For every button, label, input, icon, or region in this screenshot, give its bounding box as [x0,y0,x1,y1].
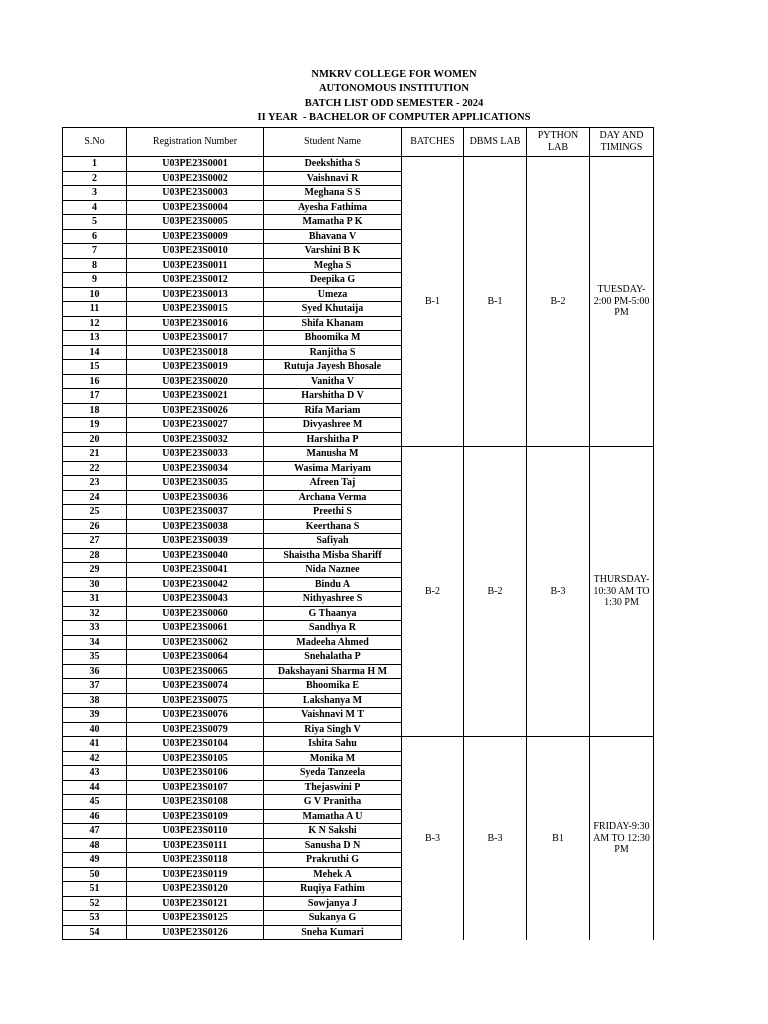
student-name-cell: Deekshitha S [264,157,402,172]
header-day-timings: DAY AND TIMINGS [590,128,654,157]
student-name-cell: G Thaanya [264,606,402,621]
header-registration-number: Registration Number [127,128,264,157]
python-lab-cell: B-3 [527,447,590,737]
table-body [63,157,654,940]
sno-cell: 6 [63,229,127,244]
sno-cell: 30 [63,577,127,592]
sno-cell: 9 [63,273,127,288]
registration-number-cell: U03PE23S0004 [127,200,264,215]
student-name-cell: Manusha M [264,447,402,462]
student-name-cell: Syed Khutaija [264,302,402,317]
registration-number-cell: U03PE23S0005 [127,215,264,230]
sno-cell: 31 [63,592,127,607]
header-student-name: Student Name [264,128,402,157]
header-python-lab: PYTHON LAB [527,128,590,157]
header-batches: BATCHES [402,128,464,157]
student-name-cell: Mehek A [264,867,402,882]
student-name-cell: Rifa Mariam [264,403,402,418]
sno-cell: 10 [63,287,127,302]
student-name-cell: Ruqiya Fathim [264,882,402,897]
student-name-cell: Mamatha P K [264,215,402,230]
sno-cell: 18 [63,403,127,418]
python-lab-cell: B-2 [527,157,590,447]
sno-cell: 29 [63,563,127,578]
registration-number-cell: U03PE23S0033 [127,447,264,462]
sno-cell: 28 [63,548,127,563]
student-name-cell: Meghana S S [264,186,402,201]
registration-number-cell: U03PE23S0079 [127,722,264,737]
student-name-cell: Bindu A [264,577,402,592]
registration-number-cell: U03PE23S0110 [127,824,264,839]
sno-cell: 37 [63,679,127,694]
sno-cell: 47 [63,824,127,839]
registration-number-cell: U03PE23S0013 [127,287,264,302]
batch-cell: B-2 [402,447,464,737]
student-name-cell: Monika M [264,751,402,766]
python-lab-cell: B1 [527,737,590,940]
registration-number-cell: U03PE23S0106 [127,766,264,781]
sno-cell: 12 [63,316,127,331]
student-name-cell: Bhavana V [264,229,402,244]
student-name-cell: Deepika G [264,273,402,288]
sno-cell: 39 [63,708,127,723]
student-name-cell: Harshitha D V [264,389,402,404]
student-name-cell: Keerthana S [264,519,402,534]
program-title: II YEAR - BACHELOR OF COMPUTER APPLICATIONS [257,111,531,123]
student-name-cell: Megha S [264,258,402,273]
student-name-cell: Sanusha D N [264,838,402,853]
student-name-cell: Vanitha V [264,374,402,389]
sno-cell: 21 [63,447,127,462]
sno-cell: 1 [63,157,127,172]
student-name-cell: Riya Singh V [264,722,402,737]
student-name-cell: Sandhya R [264,621,402,636]
registration-number-cell: U03PE23S0108 [127,795,264,810]
batch-cell: B-1 [402,157,464,447]
header-dbms-lab: DBMS LAB [464,128,527,157]
registration-number-cell: U03PE23S0064 [127,650,264,665]
sno-cell: 52 [63,896,127,911]
registration-number-cell: U03PE23S0010 [127,244,264,259]
student-name-cell: Safiyah [264,534,402,549]
student-name-cell: Divyashree M [264,418,402,433]
registration-number-cell: U03PE23S0034 [127,461,264,476]
student-name-cell: Nida Naznee [264,563,402,578]
sno-cell: 2 [63,171,127,186]
registration-number-cell: U03PE23S0019 [127,360,264,375]
registration-number-cell: U03PE23S0012 [127,273,264,288]
registration-number-cell: U03PE23S0118 [127,853,264,868]
registration-number-cell: U03PE23S0105 [127,751,264,766]
sno-cell: 34 [63,635,127,650]
day-timings-cell: THURSDAY-10:30 AM TO 1:30 PM [590,447,654,737]
registration-number-cell: U03PE23S0003 [127,186,264,201]
registration-number-cell: U03PE23S0061 [127,621,264,636]
student-name-cell: Vaishnavi M T [264,708,402,723]
day-timings-cell: FRIDAY-9:30 AM TO 12:30 PM [590,737,654,940]
sno-cell: 27 [63,534,127,549]
student-name-cell: Ranjitha S [264,345,402,360]
student-name-cell: Varshini B K [264,244,402,259]
registration-number-cell: U03PE23S0041 [127,563,264,578]
batch-cell: B-3 [402,737,464,940]
sno-cell: 3 [63,186,127,201]
sno-cell: 36 [63,664,127,679]
student-name-cell: G V Pranitha [264,795,402,810]
registration-number-cell: U03PE23S0111 [127,838,264,853]
registration-number-cell: U03PE23S0040 [127,548,264,563]
sno-cell: 16 [63,374,127,389]
registration-number-cell: U03PE23S0021 [127,389,264,404]
dbms-lab-cell: B-2 [464,447,527,737]
sno-cell: 41 [63,737,127,752]
student-name-cell: Rutuja Jayesh Bhosale [264,360,402,375]
sno-cell: 22 [63,461,127,476]
student-name-cell: Dakshayani Sharma H M [264,664,402,679]
sno-cell: 24 [63,490,127,505]
dbms-lab-cell: B-3 [464,737,527,940]
registration-number-cell: U03PE23S0043 [127,592,264,607]
student-name-cell: Umeza [264,287,402,302]
sno-cell: 53 [63,911,127,926]
dbms-lab-cell: B-1 [464,157,527,447]
sno-cell: 13 [63,331,127,346]
sno-cell: 11 [63,302,127,317]
registration-number-cell: U03PE23S0036 [127,490,264,505]
student-name-cell: Afreen Taj [264,476,402,491]
sno-cell: 51 [63,882,127,897]
sno-cell: 19 [63,418,127,433]
registration-number-cell: U03PE23S0017 [127,331,264,346]
sno-cell: 26 [63,519,127,534]
registration-number-cell: U03PE23S0037 [127,505,264,520]
sno-cell: 33 [63,621,127,636]
sno-cell: 42 [63,751,127,766]
sno-cell: 38 [63,693,127,708]
student-name-cell: Preethi S [264,505,402,520]
student-name-cell: Shaistha Misba Shariff [264,548,402,563]
student-name-cell: Syeda Tanzeela [264,766,402,781]
student-name-cell: Sneha Kumari [264,925,402,940]
sno-cell: 49 [63,853,127,868]
table-row [63,447,654,462]
registration-number-cell: U03PE23S0074 [127,679,264,694]
student-name-cell: Ishita Sahu [264,737,402,752]
sno-cell: 23 [63,476,127,491]
registration-number-cell: U03PE23S0060 [127,606,264,621]
table-row [63,737,654,752]
registration-number-cell: U03PE23S0035 [127,476,264,491]
student-name-cell: Wasima Mariyam [264,461,402,476]
student-name-cell: Harshitha P [264,432,402,447]
registration-number-cell: U03PE23S0065 [127,664,264,679]
registration-number-cell: U03PE23S0011 [127,258,264,273]
student-name-cell: Shifa Khanam [264,316,402,331]
student-name-cell: Nithyashree S [264,592,402,607]
sno-cell: 8 [63,258,127,273]
document-header [0,68,768,125]
institution-type: AUTONOMOUS INSTITUTION [318,83,470,95]
sno-cell: 54 [63,925,127,940]
student-name-cell: Sowjanya J [264,896,402,911]
sno-cell: 32 [63,606,127,621]
student-name-cell: K N Sakshi [264,824,402,839]
sno-cell: 25 [63,505,127,520]
sno-cell: 44 [63,780,127,795]
student-name-cell: Bhoomika E [264,679,402,694]
day-timings-cell: TUESDAY-2:00 PM-5:00 PM [590,157,654,447]
sno-cell: 35 [63,650,127,665]
registration-number-cell: U03PE23S0076 [127,708,264,723]
registration-number-cell: U03PE23S0126 [127,925,264,940]
sno-cell: 50 [63,867,127,882]
sno-cell: 15 [63,360,127,375]
registration-number-cell: U03PE23S0119 [127,867,264,882]
sno-cell: 45 [63,795,127,810]
registration-number-cell: U03PE23S0002 [127,171,264,186]
student-name-cell: Lakshanya M [264,693,402,708]
sno-cell: 7 [63,244,127,259]
sno-cell: 5 [63,215,127,230]
student-name-cell: Thejaswini P [264,780,402,795]
registration-number-cell: U03PE23S0120 [127,882,264,897]
college-name: NMKRV COLLEGE FOR WOMEN [311,69,477,80]
sno-cell: 20 [63,432,127,447]
batch-table [62,127,654,940]
registration-number-cell: U03PE23S0016 [127,316,264,331]
registration-number-cell: U03PE23S0042 [127,577,264,592]
registration-number-cell: U03PE23S0109 [127,809,264,824]
student-name-cell: Ayesha Fathima [264,200,402,215]
registration-number-cell: U03PE23S0039 [127,534,264,549]
student-name-cell: Prakruthi G [264,853,402,868]
sno-cell: 40 [63,722,127,737]
table-row [63,157,654,172]
sno-cell: 48 [63,838,127,853]
registration-number-cell: U03PE23S0032 [127,432,264,447]
registration-number-cell: U03PE23S0018 [127,345,264,360]
registration-number-cell: U03PE23S0062 [127,635,264,650]
registration-number-cell: U03PE23S0026 [127,403,264,418]
registration-number-cell: U03PE23S0009 [127,229,264,244]
registration-number-cell: U03PE23S0020 [127,374,264,389]
student-name-cell: Madeeha Ahmed [264,635,402,650]
student-name-cell: Mamatha A U [264,809,402,824]
batch-list-title: BATCH LIST ODD SEMESTER - 2024 [304,97,484,109]
registration-number-cell: U03PE23S0125 [127,911,264,926]
registration-number-cell: U03PE23S0107 [127,780,264,795]
student-name-cell: Archana Verma [264,490,402,505]
registration-number-cell: U03PE23S0001 [127,157,264,172]
registration-number-cell: U03PE23S0015 [127,302,264,317]
sno-cell: 46 [63,809,127,824]
registration-number-cell: U03PE23S0121 [127,896,264,911]
table-header-row [63,128,654,157]
sno-cell: 4 [63,200,127,215]
registration-number-cell: U03PE23S0075 [127,693,264,708]
registration-number-cell: U03PE23S0104 [127,737,264,752]
student-name-cell: Bhoomika M [264,331,402,346]
student-name-cell: Sukanya G [264,911,402,926]
student-name-cell: Snehalatha P [264,650,402,665]
header-sno: S.No [63,128,127,157]
registration-number-cell: U03PE23S0038 [127,519,264,534]
registration-number-cell: U03PE23S0027 [127,418,264,433]
student-name-cell: Vaishnavi R [264,171,402,186]
sno-cell: 14 [63,345,127,360]
sno-cell: 43 [63,766,127,781]
sno-cell: 17 [63,389,127,404]
